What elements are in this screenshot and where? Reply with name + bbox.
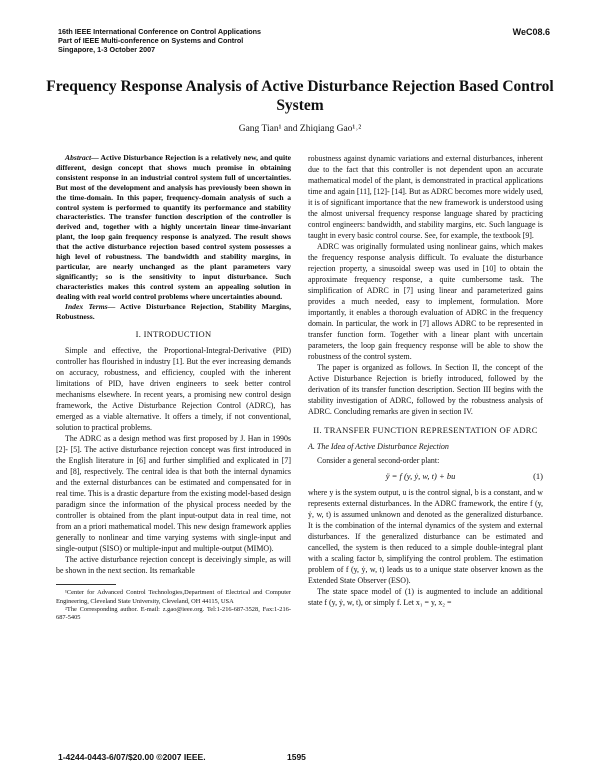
section2-paragraph-2: The state space model of (1) is augmented to include an additional state f (y, ẏ, w, t), or simply f. Let x₁ = y, x₂ = <box>308 587 543 607</box>
right-column <box>308 153 543 608</box>
paper-authors: Gang Tian¹ and Zhiqiang Gao¹˒² <box>238 124 362 134</box>
index-terms-text: — Active Disturbance Rejection, Stability Margins, Robustness. <box>56 301 291 321</box>
right-paragraph-1: robustness against dynamic variations and external disturbances, inherent due to the fact that this controller is not dependent upon an accurate mathematical model of the plant, is demonstrated in practical applications time and again [11], [12]- [14]. But as ADRC becomes more widely used, it is of significant importance that the new framework is understood using the almost universal frequency response language shared by practicing control engineers: bandwidth, and stability margins, etc. Such language is taught in every basic control course. See, for example, the textbook [9]. <box>308 154 543 240</box>
left-column <box>56 153 291 622</box>
multi-conference-name: Part of IEEE Multi-conference on Systems and Control <box>58 36 244 45</box>
footnote-divider <box>56 584 116 585</box>
conference-name: 16th IEEE International Conference on Control Applications <box>58 27 262 36</box>
conference-header <box>58 27 261 54</box>
equation-1-number: (1) <box>533 471 543 481</box>
abstract-text: — Active Disturbance Rejection is a relatively new, and quite different, design concept that shows much promise in obtaining consistent response in an industrial control system full of uncertainties. But most of the development and analysis has previously been shown in the time-domain. In this paper, frequency-domain analysis of such a control system is performed to quantify its performance and stability characteristics. The transfer function description of the controller is derived and, together with a highly uncertain linear time-invariant plant, the loop gain frequency response is analyzed. The result shows that the active disturbance rejection based control system possesses a high level of robustness. The bandwidth and stability margins, in particular, are nearly unchanged as the plant parameters vary significantly; so is the sensitivity to input disturbance. Such characteristics makes this control system an appealing solution in dealing with real world control problems where uncertainties abound. <box>56 153 291 301</box>
intro-paragraph-3: The active disturbance rejection concept is deceivingly simple, as will be shown in the next section. Its remarkable <box>56 555 291 576</box>
right-paragraph-2: ADRC was originally formulated using nonlinear gains, which makes the frequency response analysis difficult. To evaluate the disturbance rejection property, a sinusoidal sweep was used in [10] to obtain the approximate frequency response, a quite cumbersome task. The simplification of ADRC in [7] using linear and parameterized gains provides a much needed, easy to implement, formulation. More importantly, it enables a thorough evaluation of ADRC in the frequency domain. In particular, the work in [7] allows ADRC to be represented in transfer function form. Together with a linear plant with uncertain parameters, the loop gain frequency response will be able to show the robustness of the control system. <box>308 242 543 361</box>
page-number: 1595 <box>287 752 306 762</box>
paper-title: Frequency Response Analysis of Active Disturbance Rejection Based Control System <box>46 78 554 114</box>
right-paragraph-3: The paper is organized as follows. In Section II, the concept of the Active Disturbance Rejection is briefly introduced, followed by the derivation of its transfer function description. Section III begins with the stability investigation of ADRC, followed by the robustness analysis of ADRC. Concluding remarks are given in section IV. <box>308 363 543 416</box>
section-heading-introduction: I. INTRODUCTION <box>135 329 212 340</box>
abstract-lead: Abstract <box>65 153 92 162</box>
footer-isbn: 1-4244-0443-6/07/$20.00 ©2007 IEEE. <box>58 752 206 762</box>
footnote-affiliation: ¹Center for Advanced Control Technologies,Department of Electrical and Computer Engineering, Cleveland State University, Cleveland, OH 44115, USA <box>56 589 291 605</box>
session-code: WeC08.6 <box>512 27 550 37</box>
intro-paragraph-1: Simple and effective, the Proportional-Integral-Derivative (PID) controller has flourished in industry [1]. But the ever increasing demands on accuracy, robustness, and efficiency, coupled with the inherent limitations of PID, have driven engineers to seek better control mechanisms elsewhere. In recent years, a promising new control design framework, the Active Disturbance Rejection Control (ADRC), has emerged as a viable alternative. It offers a timely, if not conventional, solution to practical problems. <box>56 346 291 433</box>
equation-1 <box>308 471 543 482</box>
abstract <box>56 153 291 302</box>
equation-1-body: ÿ = f (y, ẏ, w, t) + bu <box>385 471 456 481</box>
index-terms <box>56 302 291 322</box>
footnote-corresponding-author: ²The Corresponding author. E-mail: z.gao@ieee.org. Tel:1-216-687-3528, Fax:1-216-687-5405 <box>56 605 291 622</box>
conference-location-date: Singapore, 1-3 October 2007 <box>58 45 156 54</box>
intro-paragraph-2: The ADRC as a design method was first proposed by J. Han in 1990s [2]- [5]. The active disturbance rejection concept was first introduced in the English literature in [6] and further simplified and explicated in [7] and [8], respectively. The central idea is that both the internal dynamics and the external disturbances can be estimated and compensated for in real time. This is a drastic departure from the existing model-based design paradigm since the information of the physical process needed by the controller is obtained from the plant input-output data in real time, not from an a priori mathematical model. This new design framework applies generally to nonlinear and time varying systems with single-input and single-output (SISO) or multiple-input and multiple-output (MIMO). <box>56 434 291 554</box>
plant-intro: Consider a general second-order plant: <box>317 456 440 465</box>
section-heading-transfer-function: II. TRANSFER FUNCTION REPRESENTATION OF ADRC <box>313 425 538 435</box>
subsection-heading-idea: A. The Idea of Active Disturbance Rejection <box>308 442 449 451</box>
index-terms-lead: Index Terms <box>65 301 108 311</box>
section2-paragraph-1: where y is the system output, u is the control signal, b is a constant, and w represents external disturbances. In the ADRC framework, the entire f (y, ẏ, w, t) is assumed unknown and denoted as the generalized disturbance. It is the combination of the internal dynamics of the system and external disturbances. If the generalized disturbance can be estimated and cancelled, the system is then reduced to a simple double-integral plant with a scaling factor b, simplifying the control problem. The estimation problem of f (y, ẏ, w, t) leads us to a unique state observer known as the Extended State Observer (ESO). <box>308 488 543 585</box>
